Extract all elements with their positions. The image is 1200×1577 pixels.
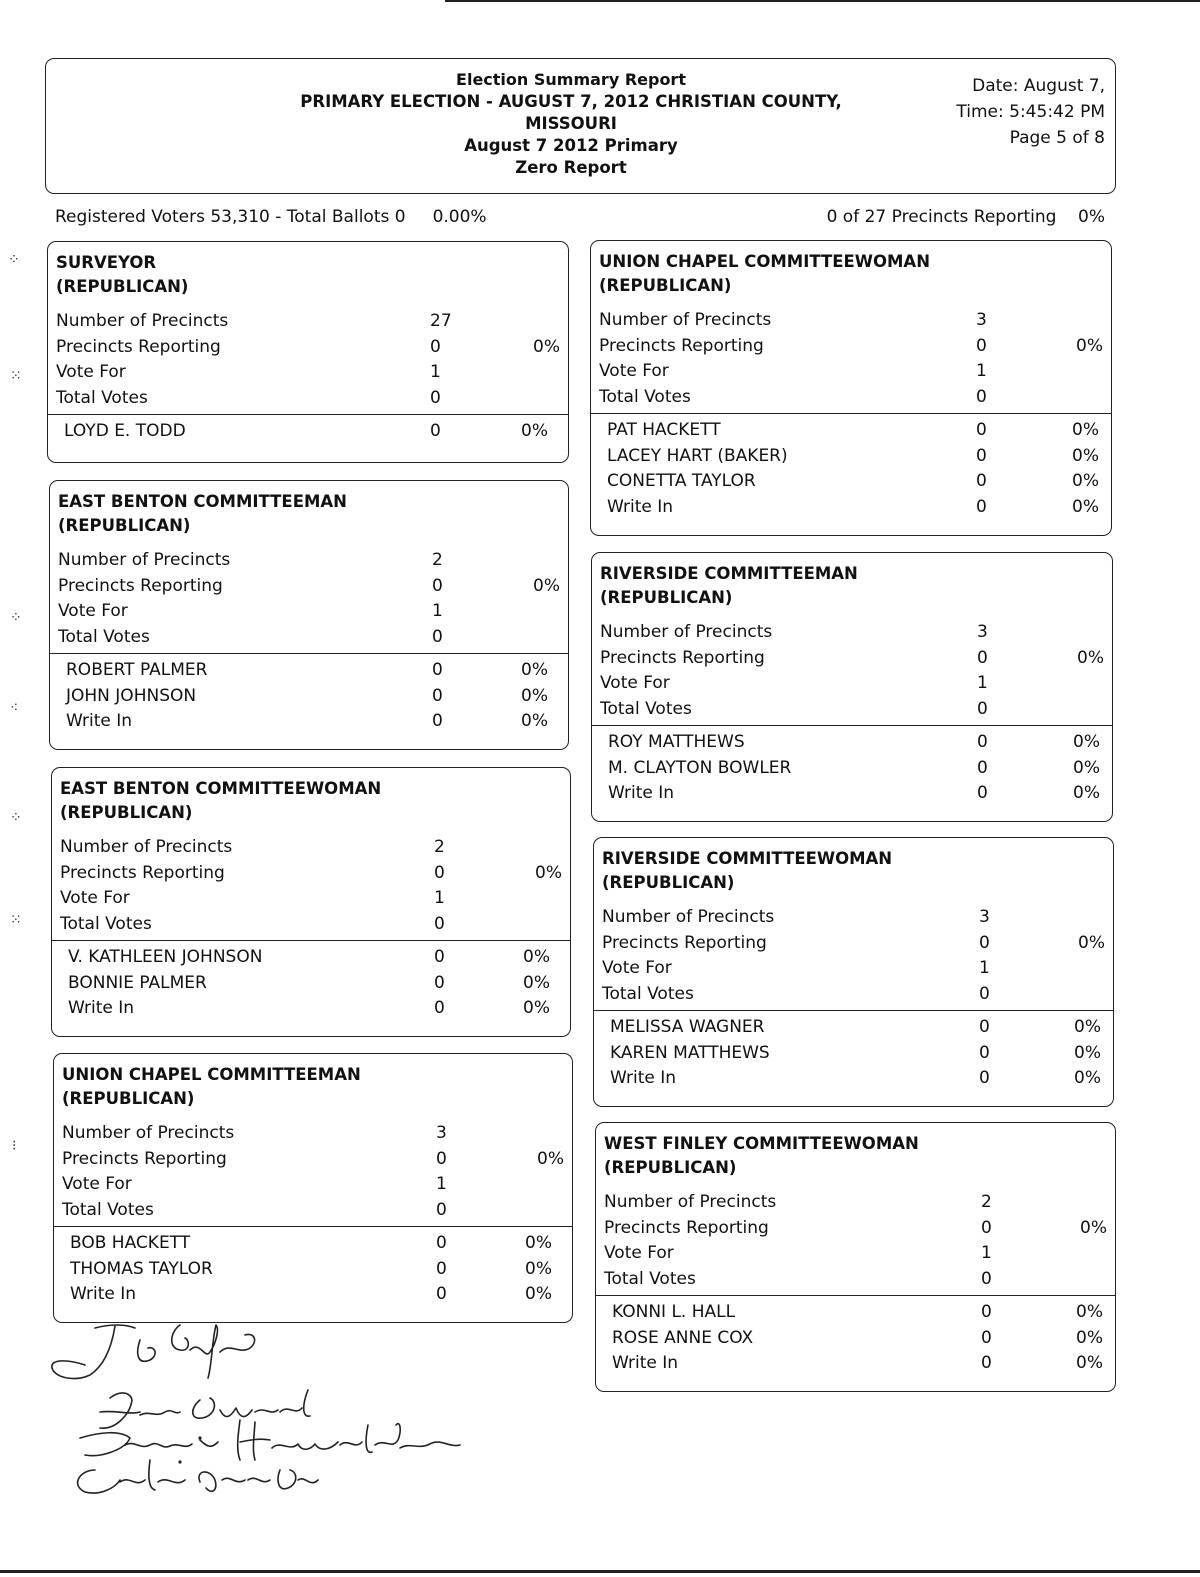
stat-row bbox=[48, 311, 568, 337]
stat-row bbox=[591, 361, 1111, 387]
candidate-votes: 0 bbox=[977, 783, 988, 803]
race-title-line-1: EAST BENTON COMMITTEEMAN bbox=[58, 492, 347, 511]
candidate-name: ROBERT PALMER bbox=[66, 660, 208, 680]
stat-row bbox=[52, 888, 570, 914]
candidate-list bbox=[48, 415, 568, 447]
header-meta bbox=[956, 73, 1105, 151]
candidate-row bbox=[591, 471, 1111, 497]
stat-label: Number of Precincts bbox=[604, 1192, 777, 1212]
candidate-percent: 0% bbox=[1072, 496, 1099, 517]
stat-value: 0 bbox=[436, 1148, 447, 1169]
stat-row bbox=[54, 1123, 572, 1149]
candidate-name: KAREN MATTHEWS bbox=[610, 1042, 770, 1063]
candidate-row bbox=[54, 1284, 572, 1310]
candidate-percent: 0% bbox=[1074, 1017, 1101, 1037]
candidate-percent: 0% bbox=[525, 1233, 552, 1253]
candidate-name: V. KATHLEEN JOHNSON bbox=[68, 947, 263, 967]
stat-value: 2 bbox=[434, 837, 445, 857]
race-title-line-1: UNION CHAPEL COMMITTEEWOMAN bbox=[599, 252, 931, 271]
stat-label: Precincts Reporting bbox=[60, 862, 225, 883]
candidate-votes: 0 bbox=[976, 496, 987, 517]
stat-label: Total Votes bbox=[599, 386, 691, 407]
candidate-votes: 0 bbox=[979, 1068, 990, 1088]
stat-row bbox=[591, 387, 1111, 413]
report-type: Zero Report bbox=[515, 158, 627, 177]
stat-row bbox=[594, 933, 1113, 959]
candidate-percent: 0% bbox=[1073, 783, 1100, 803]
candidate-row bbox=[50, 660, 568, 686]
candidate-votes: 0 bbox=[430, 421, 441, 441]
candidate-percent: 0% bbox=[521, 711, 548, 731]
stat-row bbox=[50, 576, 568, 602]
stat-value: 0 bbox=[432, 626, 443, 647]
candidate-name: BONNIE PALMER bbox=[68, 972, 207, 993]
stat-label: Total Votes bbox=[58, 626, 150, 647]
stat-label: Vote For bbox=[62, 1174, 132, 1194]
stat-label: Number of Precincts bbox=[599, 310, 772, 330]
stat-row bbox=[54, 1149, 572, 1175]
candidate-row bbox=[50, 711, 568, 737]
stat-row bbox=[594, 907, 1113, 933]
stat-row bbox=[592, 673, 1112, 699]
race-title-line-1: RIVERSIDE COMMITTEEWOMAN bbox=[602, 849, 893, 868]
stat-label: Vote For bbox=[602, 958, 672, 978]
race-party: (REPUBLICAN) bbox=[60, 803, 193, 822]
stat-label: Number of Precincts bbox=[600, 622, 773, 642]
race-title bbox=[594, 838, 1113, 895]
stat-value: 1 bbox=[434, 888, 445, 908]
candidate-votes: 0 bbox=[436, 1284, 447, 1304]
stat-row bbox=[592, 699, 1112, 725]
stat-label: Precincts Reporting bbox=[604, 1217, 769, 1238]
handwritten-signatures bbox=[40, 1320, 510, 1500]
stat-row bbox=[594, 958, 1113, 984]
candidate-list bbox=[592, 726, 1112, 809]
candidate-votes: 0 bbox=[979, 1017, 990, 1037]
candidate-list bbox=[54, 1227, 572, 1310]
stat-percent: 0% bbox=[1077, 647, 1104, 668]
race-title bbox=[591, 241, 1111, 298]
candidate-name: Write In bbox=[68, 998, 135, 1018]
race-stats bbox=[596, 1192, 1115, 1294]
candidate-name: JOHN JOHNSON bbox=[66, 685, 197, 706]
candidate-name: LOYD E. TODD bbox=[64, 421, 186, 441]
candidate-percent: 0% bbox=[525, 1284, 552, 1304]
candidate-list bbox=[50, 654, 568, 737]
stat-value: 0 bbox=[430, 387, 441, 408]
signature-1 bbox=[52, 1325, 255, 1379]
race-stats bbox=[50, 550, 568, 652]
precincts-reporting-summary: 0 of 27 Precincts Reporting 0% bbox=[826, 207, 1105, 227]
race-party: (REPUBLICAN) bbox=[600, 588, 733, 607]
report-date: Date: August 7, bbox=[972, 76, 1105, 96]
stat-label: Total Votes bbox=[600, 698, 692, 719]
stat-value: 0 bbox=[977, 698, 988, 719]
scan-speck: ⁖ bbox=[10, 700, 19, 716]
candidate-name: THOMAS TAYLOR bbox=[70, 1258, 213, 1279]
scan-speck: ⁘ bbox=[10, 810, 22, 826]
stat-percent: 0% bbox=[1076, 335, 1103, 356]
stat-label: Precincts Reporting bbox=[56, 336, 221, 357]
candidate-percent: 0% bbox=[1074, 1042, 1101, 1063]
stat-label: Number of Precincts bbox=[602, 907, 775, 927]
race-box-riverside-committeeman bbox=[591, 552, 1113, 822]
candidate-row bbox=[596, 1302, 1115, 1328]
candidate-percent: 0% bbox=[523, 972, 550, 993]
stat-value: 1 bbox=[432, 601, 443, 621]
candidate-percent: 0% bbox=[523, 947, 550, 967]
candidate-name: ROSE ANNE COX bbox=[612, 1327, 754, 1348]
stat-row bbox=[54, 1174, 572, 1200]
race-title-line-1: RIVERSIDE COMMITTEEMAN bbox=[600, 564, 858, 583]
candidate-votes: 0 bbox=[432, 660, 443, 680]
candidate-percent: 0% bbox=[1074, 1068, 1101, 1088]
stat-label: Vote For bbox=[60, 888, 130, 908]
stat-percent: 0% bbox=[1078, 932, 1105, 953]
candidate-percent: 0% bbox=[1073, 732, 1100, 752]
race-stats bbox=[592, 622, 1112, 724]
race-party: (REPUBLICAN) bbox=[62, 1089, 195, 1108]
race-title-line-1: WEST FINLEY COMMITTEEWOMAN bbox=[604, 1134, 919, 1153]
stat-value: 3 bbox=[977, 622, 988, 642]
race-stats bbox=[594, 907, 1113, 1009]
stat-value: 0 bbox=[434, 913, 445, 934]
race-party: (REPUBLICAN) bbox=[56, 277, 189, 296]
candidate-row bbox=[591, 497, 1111, 523]
election-name: August 7 2012 Primary bbox=[464, 136, 678, 155]
stat-percent: 0% bbox=[533, 336, 560, 357]
candidate-row bbox=[591, 420, 1111, 446]
race-title-line-1: EAST BENTON COMMITTEEWOMAN bbox=[60, 779, 382, 798]
stat-value: 1 bbox=[976, 361, 987, 381]
stat-row bbox=[50, 550, 568, 576]
candidate-votes: 0 bbox=[981, 1327, 992, 1348]
race-box-union-chapel-committeewoman bbox=[590, 240, 1112, 536]
stat-row bbox=[48, 388, 568, 414]
scan-speck: ⁝ bbox=[12, 1138, 17, 1154]
stat-row bbox=[591, 310, 1111, 336]
stat-row bbox=[596, 1192, 1115, 1218]
candidate-percent: 0% bbox=[521, 421, 548, 441]
race-stats bbox=[48, 311, 568, 413]
candidate-row bbox=[592, 732, 1112, 758]
candidate-name: PAT HACKETT bbox=[607, 420, 721, 440]
stat-percent: 0% bbox=[533, 575, 560, 596]
registered-voters-summary: Registered Voters 53,310 - Total Ballots 0 0.00% bbox=[55, 207, 487, 227]
candidate-percent: 0% bbox=[1076, 1353, 1103, 1373]
stat-value: 0 bbox=[977, 647, 988, 668]
race-title bbox=[48, 242, 568, 299]
candidate-row bbox=[54, 1259, 572, 1285]
candidate-votes: 0 bbox=[981, 1302, 992, 1322]
candidate-list bbox=[594, 1011, 1113, 1094]
candidate-votes: 0 bbox=[979, 1042, 990, 1063]
race-box-east-benton-committeeman bbox=[49, 480, 569, 750]
candidate-list bbox=[591, 414, 1111, 522]
scan-speck: ⁙ bbox=[10, 912, 22, 928]
stat-label: Precincts Reporting bbox=[58, 575, 223, 596]
candidate-votes: 0 bbox=[434, 972, 445, 993]
candidate-votes: 0 bbox=[981, 1353, 992, 1373]
race-stats bbox=[52, 837, 570, 939]
candidate-percent: 0% bbox=[521, 660, 548, 680]
scan-speck: ⁘ bbox=[8, 252, 20, 268]
stat-row bbox=[592, 648, 1112, 674]
candidate-row bbox=[594, 1068, 1113, 1094]
election-line-1: PRIMARY ELECTION - AUGUST 7, 2012 CHRISTIAN COUNTY, bbox=[300, 92, 842, 111]
stat-value: 0 bbox=[976, 386, 987, 407]
candidate-row bbox=[54, 1233, 572, 1259]
stat-value: 0 bbox=[430, 336, 441, 357]
candidate-name: LACEY HART (BAKER) bbox=[607, 445, 788, 466]
candidate-votes: 0 bbox=[976, 445, 987, 466]
candidate-percent: 0% bbox=[523, 998, 550, 1018]
candidate-name: Write In bbox=[612, 1353, 679, 1373]
candidate-name: Write In bbox=[610, 1068, 677, 1088]
scan-speck: ⁙ bbox=[10, 368, 22, 384]
stat-value: 3 bbox=[979, 907, 990, 927]
candidate-row bbox=[50, 686, 568, 712]
stat-label: Vote For bbox=[604, 1243, 674, 1263]
stat-percent: 0% bbox=[1080, 1217, 1107, 1238]
stat-value: 0 bbox=[434, 862, 445, 883]
scan-top-edge bbox=[445, 0, 1200, 2]
candidate-votes: 0 bbox=[436, 1233, 447, 1253]
race-title-line-1: SURVEYOR bbox=[56, 253, 157, 272]
stat-label: Number of Precincts bbox=[62, 1123, 235, 1143]
candidate-percent: 0% bbox=[1076, 1302, 1103, 1322]
report-header bbox=[45, 58, 1116, 194]
stat-label: Vote For bbox=[58, 601, 128, 621]
stat-label: Number of Precincts bbox=[60, 837, 233, 857]
stat-row bbox=[50, 627, 568, 653]
stat-label: Number of Precincts bbox=[56, 311, 229, 331]
stat-value: 1 bbox=[430, 362, 441, 382]
candidate-name: MELISSA WAGNER bbox=[610, 1017, 765, 1037]
race-title-line-1: UNION CHAPEL COMMITTEEMAN bbox=[62, 1065, 361, 1084]
stat-label: Total Votes bbox=[604, 1268, 696, 1289]
signature-3 bbox=[80, 1420, 460, 1460]
signature-4 bbox=[78, 1460, 318, 1493]
election-line-2: MISSOURI bbox=[525, 114, 617, 133]
stat-value: 0 bbox=[979, 932, 990, 953]
candidate-percent: 0% bbox=[1072, 420, 1099, 440]
page-number: Page 5 of 8 bbox=[1009, 128, 1105, 148]
stat-row bbox=[594, 984, 1113, 1010]
stat-value: 0 bbox=[981, 1217, 992, 1238]
scan-speck: ⁘ bbox=[10, 610, 22, 626]
report-title: Election Summary Report bbox=[456, 70, 686, 89]
stat-value: 2 bbox=[981, 1192, 992, 1212]
stat-percent: 0% bbox=[535, 862, 562, 883]
stat-label: Total Votes bbox=[56, 387, 148, 408]
race-box-riverside-committeewoman bbox=[593, 837, 1114, 1107]
race-title bbox=[596, 1123, 1115, 1180]
candidate-votes: 0 bbox=[977, 757, 988, 778]
stat-value: 1 bbox=[977, 673, 988, 693]
stat-row bbox=[50, 601, 568, 627]
candidate-name: Write In bbox=[608, 783, 675, 803]
stat-value: 27 bbox=[430, 311, 452, 331]
candidate-row bbox=[594, 1017, 1113, 1043]
candidate-votes: 0 bbox=[977, 732, 988, 752]
stat-row bbox=[596, 1243, 1115, 1269]
stat-value: 0 bbox=[981, 1268, 992, 1289]
candidate-name: BOB HACKETT bbox=[70, 1233, 191, 1253]
stat-value: 1 bbox=[436, 1174, 447, 1194]
candidate-votes: 0 bbox=[976, 471, 987, 491]
stat-value: 0 bbox=[979, 983, 990, 1004]
candidate-percent: 0% bbox=[1072, 471, 1099, 491]
race-title bbox=[54, 1054, 572, 1111]
candidate-name: CONETTA TAYLOR bbox=[607, 471, 756, 491]
race-box-union-chapel-committeeman bbox=[53, 1053, 573, 1323]
stat-row bbox=[52, 863, 570, 889]
race-title bbox=[50, 481, 568, 538]
stat-value: 1 bbox=[979, 958, 990, 978]
candidate-percent: 0% bbox=[521, 685, 548, 706]
candidate-name: Write In bbox=[70, 1284, 137, 1304]
candidate-votes: 0 bbox=[432, 711, 443, 731]
stat-value: 3 bbox=[436, 1123, 447, 1143]
candidate-list bbox=[52, 941, 570, 1024]
candidate-row bbox=[596, 1328, 1115, 1354]
candidate-row bbox=[48, 421, 568, 447]
candidate-percent: 0% bbox=[525, 1258, 552, 1279]
stat-label: Vote For bbox=[56, 362, 126, 382]
candidate-votes: 0 bbox=[436, 1258, 447, 1279]
stat-row bbox=[48, 362, 568, 388]
stat-row bbox=[596, 1218, 1115, 1244]
race-stats bbox=[591, 310, 1111, 412]
stat-percent: 0% bbox=[537, 1148, 564, 1169]
stat-label: Precincts Reporting bbox=[602, 932, 767, 953]
stat-row bbox=[52, 837, 570, 863]
candidate-row bbox=[596, 1353, 1115, 1379]
race-party: (REPUBLICAN) bbox=[58, 516, 191, 535]
candidate-votes: 0 bbox=[434, 947, 445, 967]
stat-label: Precincts Reporting bbox=[599, 335, 764, 356]
stat-value: 3 bbox=[976, 310, 987, 330]
stat-label: Total Votes bbox=[60, 913, 152, 934]
candidate-percent: 0% bbox=[1072, 445, 1099, 466]
candidate-name: KONNI L. HALL bbox=[612, 1302, 736, 1322]
stat-value: 0 bbox=[436, 1199, 447, 1220]
stat-label: Total Votes bbox=[62, 1199, 154, 1220]
candidate-row bbox=[52, 973, 570, 999]
race-box-surveyor bbox=[47, 241, 569, 463]
race-party: (REPUBLICAN) bbox=[599, 276, 732, 295]
candidate-row bbox=[52, 947, 570, 973]
stat-row bbox=[592, 622, 1112, 648]
scan-bottom-edge bbox=[0, 1570, 1200, 1573]
candidate-row bbox=[591, 446, 1111, 472]
stat-row bbox=[591, 336, 1111, 362]
candidate-votes: 0 bbox=[976, 420, 987, 440]
stat-label: Precincts Reporting bbox=[600, 647, 765, 668]
race-box-east-benton-committeewoman bbox=[51, 767, 571, 1037]
stat-value: 0 bbox=[432, 575, 443, 596]
candidate-votes: 0 bbox=[434, 998, 445, 1018]
race-title bbox=[592, 553, 1112, 610]
stat-row bbox=[54, 1200, 572, 1226]
race-party: (REPUBLICAN) bbox=[604, 1158, 737, 1177]
candidate-votes: 0 bbox=[432, 685, 443, 706]
stat-row bbox=[52, 914, 570, 940]
stat-label: Number of Precincts bbox=[58, 550, 231, 570]
candidate-name: Write In bbox=[66, 711, 133, 731]
stat-row bbox=[596, 1269, 1115, 1295]
candidate-name: ROY MATTHEWS bbox=[608, 732, 745, 752]
race-party: (REPUBLICAN) bbox=[602, 873, 735, 892]
candidate-list bbox=[596, 1296, 1115, 1379]
header-center-block bbox=[226, 69, 916, 179]
candidate-percent: 0% bbox=[1076, 1327, 1103, 1348]
candidate-row bbox=[592, 758, 1112, 784]
stat-label: Total Votes bbox=[602, 983, 694, 1004]
candidate-name: Write In bbox=[607, 496, 674, 517]
stat-value: 1 bbox=[981, 1243, 992, 1263]
candidate-name: M. CLAYTON BOWLER bbox=[608, 757, 792, 778]
stat-label: Precincts Reporting bbox=[62, 1148, 227, 1169]
candidate-row bbox=[52, 998, 570, 1024]
candidate-row bbox=[592, 783, 1112, 809]
candidate-percent: 0% bbox=[1073, 757, 1100, 778]
stat-label: Vote For bbox=[600, 673, 670, 693]
candidate-row bbox=[594, 1043, 1113, 1069]
stat-label: Vote For bbox=[599, 361, 669, 381]
stat-row bbox=[48, 337, 568, 363]
stat-value: 2 bbox=[432, 550, 443, 570]
stat-value: 0 bbox=[976, 335, 987, 356]
race-title bbox=[52, 768, 570, 825]
race-stats bbox=[54, 1123, 572, 1225]
race-box-west-finley-committeewoman bbox=[595, 1122, 1116, 1392]
report-time: Time: 5:45:42 PM bbox=[956, 102, 1105, 122]
signature-2 bbox=[100, 1390, 310, 1428]
